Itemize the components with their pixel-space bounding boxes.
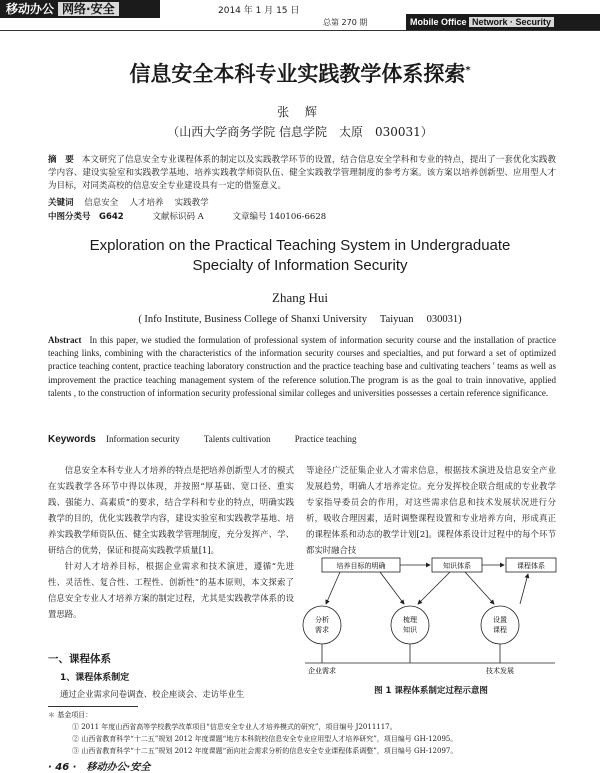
header-right-secondary: Network · Security [469,17,554,27]
footnote-heading: ＊ 基金项目： [48,711,93,719]
header-right-primary: Mobile Office [410,17,467,27]
figure-arrow [520,574,528,604]
figure-circle-label: 设置 [493,616,507,624]
header-divider [0,30,600,31]
affiliation-cn: （山西大学商务学院 信息学院 太原 030031） [167,125,433,139]
keywords-en-label: Keywords [48,434,96,445]
page-number-label: · 46 · 移动办公·安全 [48,762,151,773]
keyword-cn: 信息安全 [84,198,119,208]
figure-arrow [326,572,340,604]
figure-circle-label: 课程 [493,626,507,634]
subsection-heading: 1、课程体系制定 [60,673,130,683]
figure-arrow [380,572,404,604]
article-number: 文章编号 140106-6628 [232,212,327,222]
footnote-item: ① 2011 年度山西省高等学校教学改革项目“信息安全专业人才培养模式的研究”，项目编号 J2011117。 [72,723,397,731]
keyword-en: Talents cultivation [203,434,271,444]
keywords-cn-label: 关键词 [48,198,74,208]
body-paragraph: 通过企业需求问卷调查、校企座谈会、走访毕业生 [60,689,245,699]
page-title-cn [0,58,600,88]
title-en-line: Exploration on the Practical Teaching System in Undergraduate [89,237,511,254]
figure-circle-label: 需求 [315,626,329,634]
affiliation-en: ( Info Institute, Business College of Shanxi University Taiyuan 030031) [138,314,462,325]
keyword-en: Information security [106,434,180,444]
body-paragraph: 针对人才培养目标，根据企业需求和技术演进，遵循“先进性、灵活性、复合性、工程性、创新性”的基本原则，本文探索了信息安全专业人才培养方案的制定过程，尤其是实践教学体系的设置思路。 [48,561,294,619]
doc-code: 文献标识码 A [152,212,204,222]
body-left-column [48,462,294,622]
keyword-cn: 人才培养 [129,198,164,208]
footnote-item: ② 山西省教育科学“十二五”规划 2012 年度课题“地方本科院校信息安全专业应用型人才培养研究”，项目编号 GH-12095。 [72,735,458,743]
body-paragraph: 等途径广泛征集企业人才需求信息，根据技术演进及信息安全产业发展趋势，明确人才培养定位。充分发挥校企联合组成的专业教学专家指导委员会的作用，对这些需求信息和技术发展状况进行分析，吸收合理因素，适时调整课程设置和专业培养方向，形成真正的课程体系和动态的教学计划[2]。课程体系设计过程中的每个环节都实时融合技 [306,465,556,555]
figure-bottom-label: 企业需求 [308,667,336,675]
figure-circle-label: 分析 [315,616,329,624]
figure-box-label: 培养目标的明确 [336,562,386,570]
abstract-cn [48,154,556,193]
figure-circle-label: 知识 [403,626,417,634]
header-date: 2014 年 1 月 15 日 [218,6,300,16]
figure-bottom-label: 技术发展 [486,667,514,675]
title-footnote-mark: * [465,65,471,76]
header-left-secondary: 网络·安全 [58,2,119,16]
body-right-column [306,462,556,558]
page-title-en [0,236,600,276]
title-en-line: Specialty of Information Security [192,257,408,274]
title-cn-text: 信息安全本科专业实践教学体系探索 [129,62,466,86]
author-cn: 张 辉 [277,105,323,119]
keywords-cn [48,197,209,210]
header-journal-label [406,14,600,30]
figure-arrow [418,572,450,604]
header-left-primary: 移动办公 [6,2,55,16]
abstract-en-label: Abstract [48,335,82,345]
keyword-en: Practice teaching [294,434,357,444]
body-paragraph: 信息安全本科专业人才培养的特点是把培养创新型人才的模式在实践教学各环节中得以体现，并按照“厚基础、宽口径、重实践、强能力、高素质”的要求，结合学科和专业的特点，明确实践教学的目的，优化实践教学内容，建设实验室和实践教学基地、培养实践教学师资队伍、健全实践教学管理制度，充分发挥产、学、研结合的优势，保证和提高实践教学质量[1]。 [48,465,294,555]
classification-row [48,211,556,224]
keyword-cn: 实践教学 [174,198,209,208]
keywords-en [48,434,378,445]
footnote-item: ③ 山西省教育科学“十二五”规划 2012 年度课题“面向社会需求分析的信息安全专业课程体系调整”，项目编号 GH-12097。 [72,747,458,755]
curriculum-process-figure [300,555,560,675]
section-heading: 一、课程体系 [48,653,111,665]
figure-circle [303,606,341,644]
abstract-cn-text: 本文研究了信息安全专业课程体系的制定以及实践教学环节的设置，结合信息安全学科和专业的特点，提出了一套优化实践教学内容、建设实验室和实践教学基地、培养实践教学师资队伍、健全实践教学管理制度的参考方案。该方案以培养创新型、应用型人才为目标，对同类高校的信息安全专业建设具有一定的借鉴意义。 [48,155,556,191]
author-en: Zhang Hui [272,290,328,305]
footnote-divider [48,706,138,707]
figure-circle-label: 梳理 [403,616,417,624]
clc-number: 中图分类号 G642 [48,212,124,222]
figure-circle [391,606,429,644]
abstract-en-text: In this paper, we studied the formulation of professional system of information security course and the installation of practice teaching links, combining with the characteristics of the information security courses and specialties, and put forward a set of optimized practice teaching content, practice teaching laboratory construction and the practice teaching base and cultivating teachers ' teams as well as improvement the practice teaching management system of the reference solution.The program is as the goal to train innovative, applied talents , to the construction of information security professional similar colleges and universities possesses a certain reference significance. [48,335,556,398]
abstract-en [48,334,556,400]
figure-caption: 图 1 课程体系制定过程示意图 [374,686,488,696]
header-section-label [0,0,160,18]
figure-box-label: 知识体系 [443,562,471,570]
figure-box-label: 课程体系 [517,562,545,570]
figure-circle [481,606,519,644]
abstract-cn-label: 摘 要 [48,155,74,165]
header-issue: 总第 270 期 [323,18,368,27]
figure-arrow [465,572,494,604]
